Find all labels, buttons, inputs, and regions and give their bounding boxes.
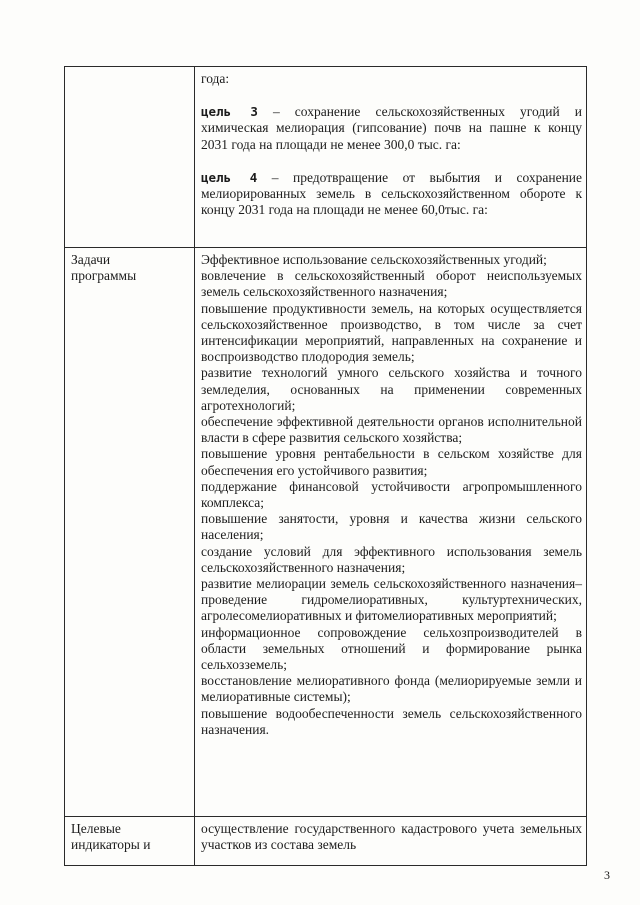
goal-3-key: цель 3 bbox=[201, 104, 258, 120]
tasks-label-line-1: Задачи bbox=[71, 252, 111, 267]
task-item: повышение занятости, уровня и качества жизни сельского населения; bbox=[201, 511, 582, 543]
task-item: восстановление мелиоративного фонда (мелиорируемые земли и мелиоративные системы); bbox=[201, 673, 582, 705]
tasks-cell bbox=[195, 248, 587, 817]
task-item: создание условий для эффективного использования земель сельскохозяйственного назначения; bbox=[201, 543, 582, 575]
task-item: Эффективное использование сельскохозяйственных угодий; bbox=[201, 252, 547, 267]
goal-4-key: цель 4 bbox=[201, 169, 258, 185]
goal-4-paragraph bbox=[201, 170, 582, 219]
indicators-text: осуществление государственного кадастрового учета земельных участков из состава земель bbox=[201, 821, 582, 853]
goals-cell bbox=[195, 67, 587, 248]
tasks-label-cell bbox=[65, 248, 195, 817]
indicators-label-line-1: Целевые bbox=[71, 821, 121, 836]
table-row-goals bbox=[65, 67, 587, 248]
task-item: развитие технологий умного сельского хозяйства и точного земледелия, основанных на применении современных агротехнологий; bbox=[201, 365, 582, 413]
task-item: повышение продуктивности земель, на которых осуществляется сельскохозяйственное производство, в том числе за счет интенсификации мероприятий, направленных на сохранение и воспроизводство плодородия земель; bbox=[201, 300, 582, 365]
goal-lead-text: года: bbox=[201, 71, 230, 86]
program-passport-table bbox=[64, 66, 587, 866]
task-item: вовлечение в сельскохозяйственный оборот неиспользуемых земель сельскохозяйственного назначения; bbox=[201, 268, 582, 300]
label-cell-empty bbox=[65, 67, 195, 248]
goal-3-text: – сохранение сельскохозяйственных угодий и химическая мелиорация (гипсование) почв на пашне к концу 2031 года на площади не менее 300,0 тыс. га: bbox=[201, 104, 582, 152]
indicators-cell bbox=[195, 817, 587, 866]
goal-4-text: – предотвращение от выбытия и сохранение мелиорированных земель в сельскохозяйственном обороте к концу 2031 года на площади не менее 60,0тыс. га: bbox=[201, 169, 583, 218]
task-item: информационное сопровождение сельхозпроизводителей в области земельных отношений и формирование рынка сельхозземель; bbox=[201, 624, 582, 673]
indicators-label-line-2: индикаторы и bbox=[71, 837, 151, 852]
task-item: повышение водообеспеченности земель сельскохозяйственного назначения. bbox=[201, 705, 582, 737]
task-item: повышение уровня рентабельности в сельском хозяйстве для обеспечения его устойчивого развития; bbox=[201, 446, 582, 478]
indicators-label-cell bbox=[65, 817, 195, 866]
table-row-tasks bbox=[65, 248, 587, 817]
table-row-indicators bbox=[65, 817, 587, 866]
page-number: 3 bbox=[604, 868, 610, 882]
task-item: обеспечение эффективной деятельности органов исполнительной власти в сфере развития сельского хозяйства; bbox=[201, 414, 582, 446]
goal-3-paragraph bbox=[201, 104, 582, 153]
task-item: развитие мелиорации земель сельскохозяйственного назначения– проведение гидромелиоративных, культуртехнических, агролесомелиоративных и фитомелиоративных мероприятий; bbox=[201, 576, 582, 624]
tasks-label-line-2: программы bbox=[71, 268, 137, 283]
task-item: поддержание финансовой устойчивости агропромышленного комплекса; bbox=[201, 478, 582, 511]
